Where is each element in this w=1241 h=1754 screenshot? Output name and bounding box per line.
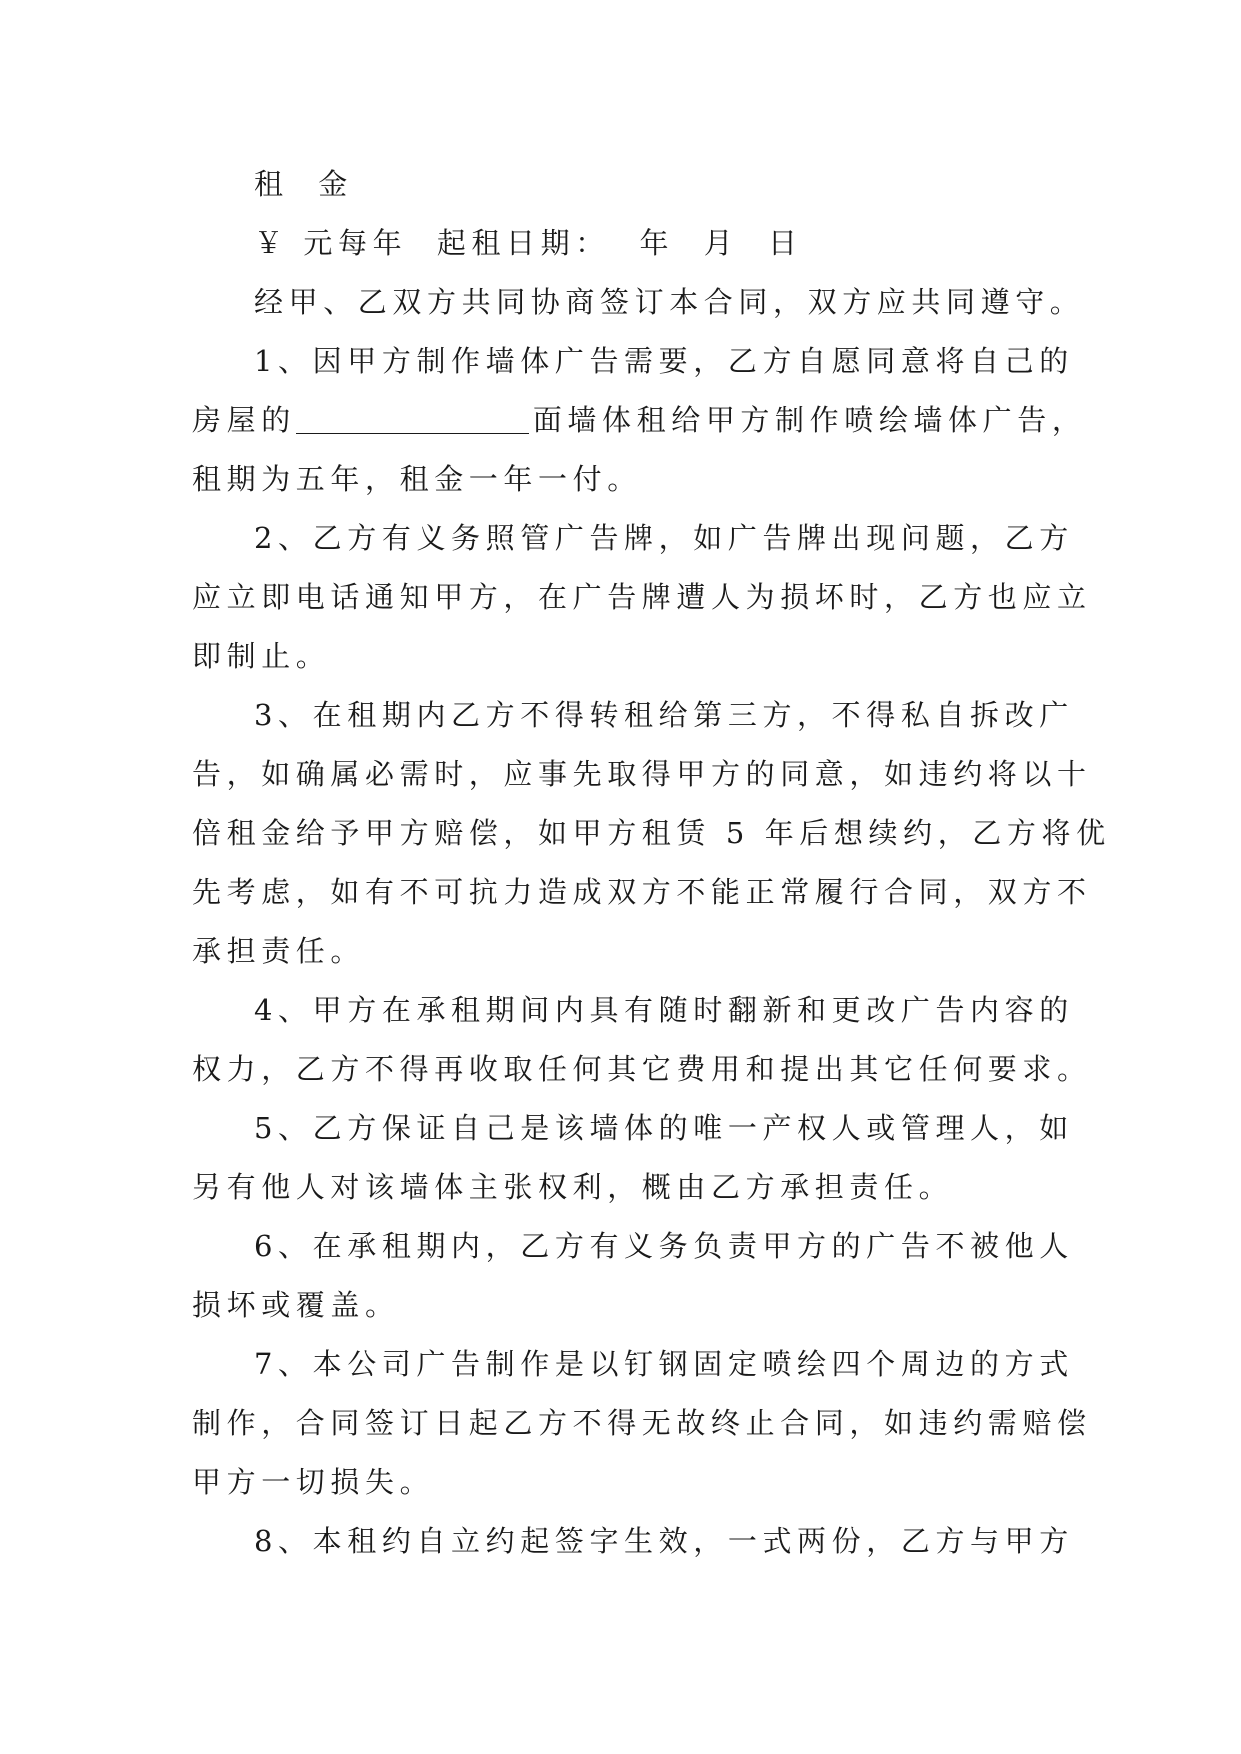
clause-6-line: 损坏或覆盖。: [192, 1288, 400, 1322]
clause-5-line: 5、乙方保证自己是该墙体的唯一产权人或管理人，如: [254, 1111, 1074, 1145]
clause-1-line: [192, 391, 1087, 450]
clause-6-line: 6、在承租期内，乙方有义务负责甲方的广告不被他人: [254, 1229, 1074, 1263]
intro-paragraph: 经甲、乙双方共同协商签订本合同，双方应共同遵守。: [254, 285, 1085, 319]
clause-1: [192, 332, 1087, 509]
clause-2: [192, 509, 1092, 686]
clause-3-line: 承担责任。: [192, 934, 366, 968]
wall-side-blank-field: [296, 405, 529, 434]
clause-8-line: 8、本租约自立约起签字生效，一式两份，乙方与甲方: [254, 1524, 1074, 1558]
clause-2-line: 即制止。: [192, 639, 331, 673]
clause-1-line: 1、因甲方制作墙体广告需要，乙方自愿同意将自己的: [254, 344, 1074, 378]
clause-7-line: 甲方一切损失。: [192, 1465, 435, 1499]
clause-7-line: 7、本公司广告制作是以钉钢固定喷绘四个周边的方式: [254, 1347, 1074, 1381]
clause-2-line: 2、乙方有义务照管广告牌，如广告牌出现问题，乙方: [254, 521, 1074, 555]
contract-body: [192, 155, 1111, 1571]
clause-2-line: 应立即电话通知甲方，在广告牌遭人为损坏时，乙方也应立: [192, 580, 1092, 614]
clause-3: [192, 686, 1111, 981]
clause-1-line: 租期为五年，租金一年一付。: [192, 462, 642, 496]
clause-6: [192, 1217, 1074, 1335]
clause-7: [192, 1335, 1092, 1512]
rent-detail-line: ￥ 元每年 起租日期： 年 月 日: [254, 226, 803, 260]
clause-8: [192, 1512, 1074, 1571]
clause-7-line: 制作，合同签订日起乙方不得无故终止合同，如违约需赔偿: [192, 1406, 1092, 1440]
clause-5: [192, 1099, 1074, 1217]
clause-1-text-before-blank: 房屋的: [192, 403, 296, 437]
clause-4-line: 权力，乙方不得再收取任何其它费用和提出其它任何要求。: [192, 1052, 1092, 1086]
clause-3-line: 倍租金给予甲方赔偿，如甲方租赁 5 年后想续约，乙方将优: [192, 816, 1111, 850]
clause-4-line: 4、甲方在承租期间内具有随时翻新和更改广告内容的: [254, 993, 1074, 1027]
clause-4: [192, 981, 1092, 1099]
clause-1-text-after-blank: 面墙体租给甲方制作喷绘墙体广告，: [532, 403, 1087, 437]
clause-3-line: 告，如确属必需时，应事先取得甲方的同意，如违约将以十: [192, 757, 1092, 791]
clause-3-line: 先考虑，如有不可抗力造成双方不能正常履行合同，双方不: [192, 875, 1092, 909]
clause-3-line: 3、在租期内乙方不得转租给第三方，不得私自拆改广: [254, 698, 1074, 732]
clause-5-line: 另有他人对该墙体主张权利，概由乙方承担责任。: [192, 1170, 954, 1204]
rent-label: 租 金: [254, 167, 353, 201]
